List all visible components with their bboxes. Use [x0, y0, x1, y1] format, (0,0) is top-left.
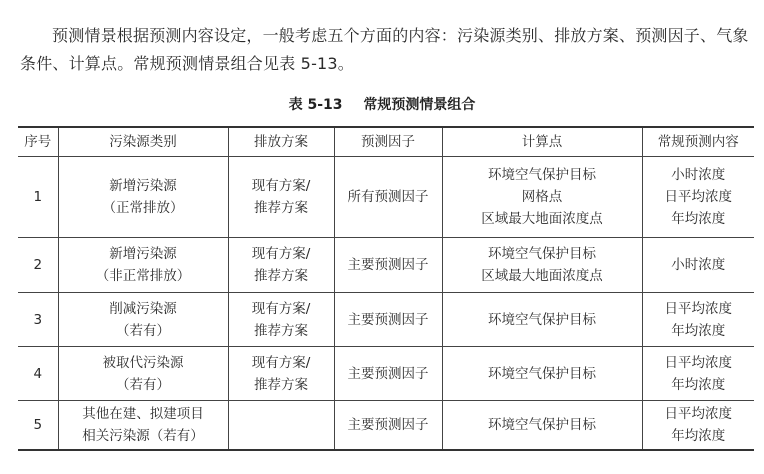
scenario-table — [18, 126, 754, 451]
cell-source — [58, 347, 228, 401]
cell-content-line: 年均浓度 — [671, 322, 726, 339]
intro-paragraph: 预测情景根据预测内容设定，一般考虑五个方面的内容：污染源类别、排放方案、预测因子、气象条件、计算点。常规预测情景组合见表 5-13。 — [20, 26, 749, 73]
cell-scheme — [228, 401, 334, 451]
cell-scheme-line: 现有方案/ — [251, 178, 311, 194]
cell-source-line: 新增污染源 — [109, 178, 177, 194]
cell-source-line: （若有） — [116, 376, 170, 393]
header-points: 计算点 — [442, 127, 642, 157]
cell-factor-line: 所有预测因子 — [347, 189, 429, 205]
cell-points-line: 环境空气保护目标 — [488, 311, 596, 328]
cell-source — [58, 157, 228, 238]
cell-content-line: 日平均浓度 — [664, 406, 732, 422]
table-row — [18, 347, 754, 401]
cell-content — [642, 347, 754, 401]
cell-points-line: 环境空气保护目标 — [488, 417, 596, 433]
cell-source-line: 相关污染源（若有） — [82, 428, 204, 444]
table-row — [18, 293, 754, 347]
header-no: 序号 — [18, 127, 58, 157]
cell-factor — [334, 347, 442, 401]
table-body — [18, 157, 754, 451]
cell-source-line: （若有） — [116, 322, 170, 339]
header-source: 污染源类别 — [58, 127, 228, 157]
cell-scheme-line: 推荐方案 — [254, 322, 308, 339]
cell-factor-line: 主要预测因子 — [347, 365, 429, 382]
cell-content — [642, 293, 754, 347]
table-row — [18, 238, 754, 293]
cell-content-line: 小时浓度 — [671, 167, 726, 183]
cell-points — [442, 347, 642, 401]
cell-content-line: 小时浓度 — [671, 257, 726, 273]
cell-points — [442, 401, 642, 451]
cell-content — [642, 401, 754, 451]
table-row — [18, 401, 754, 451]
cell-factor-line: 主要预测因子 — [347, 417, 429, 433]
cell-no: 2 — [18, 238, 58, 293]
cell-content-line: 年均浓度 — [671, 376, 726, 393]
cell-no: 4 — [18, 347, 58, 401]
cell-points-line: 区域最大地面浓度点 — [481, 211, 603, 227]
cell-source-line: 削减污染源 — [109, 300, 177, 317]
cell-source-line: （正常排放） — [102, 200, 184, 216]
table-header-row — [18, 127, 754, 157]
cell-scheme-line: 现有方案/ — [251, 354, 311, 371]
cell-source — [58, 238, 228, 293]
cell-no: 3 — [18, 293, 58, 347]
cell-source-line: 被取代污染源 — [102, 354, 184, 371]
table-number: 表 5-13 — [288, 97, 343, 113]
cell-points-line: 区域最大地面浓度点 — [481, 268, 603, 284]
cell-points — [442, 238, 642, 293]
cell-content-line: 年均浓度 — [671, 211, 726, 227]
cell-content — [642, 238, 754, 293]
cell-content — [642, 157, 754, 238]
cell-scheme — [228, 157, 334, 238]
cell-factor — [334, 293, 442, 347]
header-factor: 预测因子 — [334, 127, 442, 157]
cell-no: 1 — [18, 157, 58, 238]
cell-no: 5 — [18, 401, 58, 451]
table-title: 常规预测情景组合 — [363, 97, 476, 113]
cell-scheme-line: 现有方案/ — [251, 246, 311, 262]
cell-source-line: 其他在建、拟建项目 — [82, 406, 204, 422]
cell-points — [442, 157, 642, 238]
cell-points-line: 网格点 — [521, 189, 563, 205]
cell-scheme-line: 现有方案/ — [251, 300, 311, 317]
header-content: 常规预测内容 — [642, 127, 754, 157]
cell-content-line: 年均浓度 — [671, 428, 726, 444]
cell-factor — [334, 238, 442, 293]
cell-scheme — [228, 238, 334, 293]
cell-factor-line: 主要预测因子 — [347, 311, 429, 328]
cell-scheme — [228, 347, 334, 401]
cell-points — [442, 293, 642, 347]
cell-scheme-line: 推荐方案 — [254, 200, 308, 216]
table-caption — [0, 94, 764, 114]
cell-content-line: 日平均浓度 — [664, 189, 732, 205]
cell-points-line: 环境空气保护目标 — [488, 167, 596, 183]
cell-factor — [334, 401, 442, 451]
cell-scheme-line: 推荐方案 — [254, 376, 308, 393]
cell-content-line: 日平均浓度 — [664, 300, 732, 317]
cell-source — [58, 401, 228, 451]
cell-scheme-line: 推荐方案 — [254, 268, 308, 284]
cell-source-line: 新增污染源 — [109, 246, 177, 262]
cell-points-line: 环境空气保护目标 — [488, 246, 596, 262]
cell-source-line: （非正常排放） — [95, 268, 191, 284]
cell-source — [58, 293, 228, 347]
header-scheme: 排放方案 — [228, 127, 334, 157]
cell-factor — [334, 157, 442, 238]
cell-content-line: 日平均浓度 — [664, 354, 732, 371]
cell-scheme — [228, 293, 334, 347]
cell-factor-line: 主要预测因子 — [347, 257, 429, 273]
cell-points-line: 环境空气保护目标 — [488, 365, 596, 382]
table-row — [18, 157, 754, 238]
